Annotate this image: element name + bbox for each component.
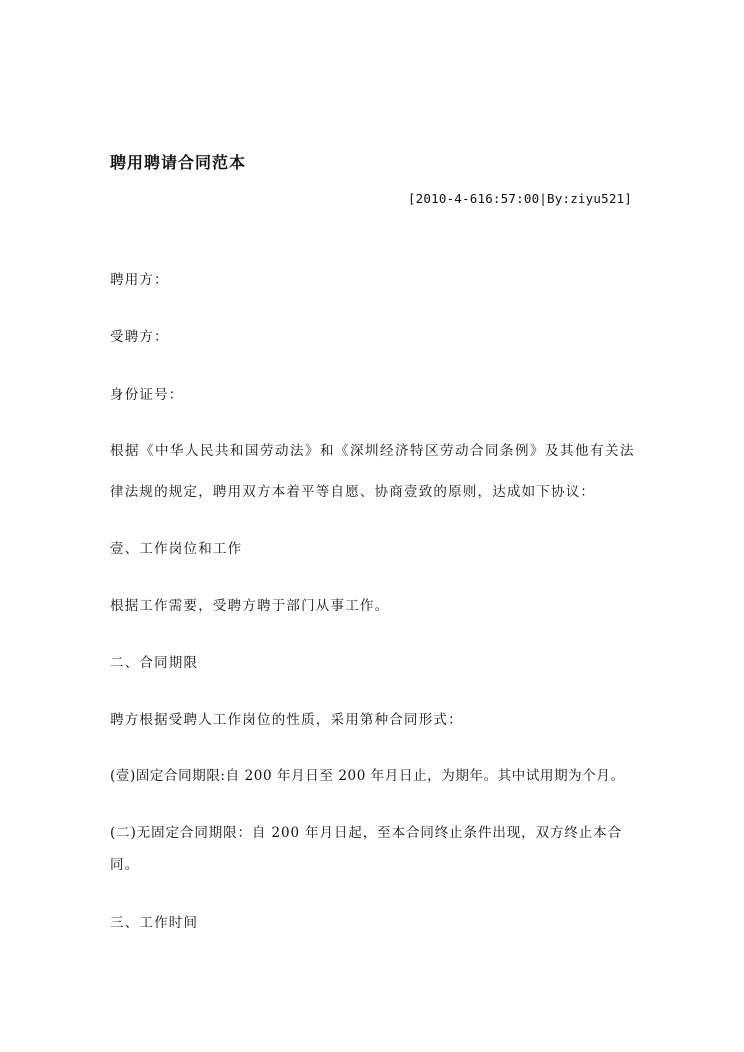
employer-field-label: 聘用方： xyxy=(110,272,169,288)
employee-field-label: 受聘方： xyxy=(110,329,169,345)
paragraph-line: (壹)固定合同期限:自 200 年月日至 200 年月日止，为期年。其中试用期为个月。 xyxy=(110,768,625,784)
paragraph-line: 根据工作需要，受聘方聘于部门从事工作。 xyxy=(110,598,390,614)
document-meta: [2010-4-616:57:00|By:ziyu521] xyxy=(407,191,632,206)
paragraph-line: 根据《中华人民共和国劳动法》和《深圳经济特区劳动合同条例》及其他有关法 xyxy=(110,443,635,459)
paragraph-line: 同。 xyxy=(110,857,140,873)
id-number-field-label: 身份证号： xyxy=(110,387,184,403)
section-heading: 壹、工作岗位和工作 xyxy=(110,541,243,557)
paragraph-line: 聘方根据受聘人工作岗位的性质，采用第种合同形式： xyxy=(110,712,463,728)
paragraph-line: (二)无固定合同期限：自 200 年月日起，至本合同终止条件出现，双方终止本合 xyxy=(110,825,622,841)
section-heading: 三、工作时间 xyxy=(110,915,199,931)
section-heading: 二、合同期限 xyxy=(110,655,199,671)
paragraph-line: 律法规的规定，聘用双方本着平等自愿、协商壹致的原则，达成如下协议： xyxy=(110,484,596,500)
document-title: 聘用聘请合同范本 xyxy=(110,153,247,172)
